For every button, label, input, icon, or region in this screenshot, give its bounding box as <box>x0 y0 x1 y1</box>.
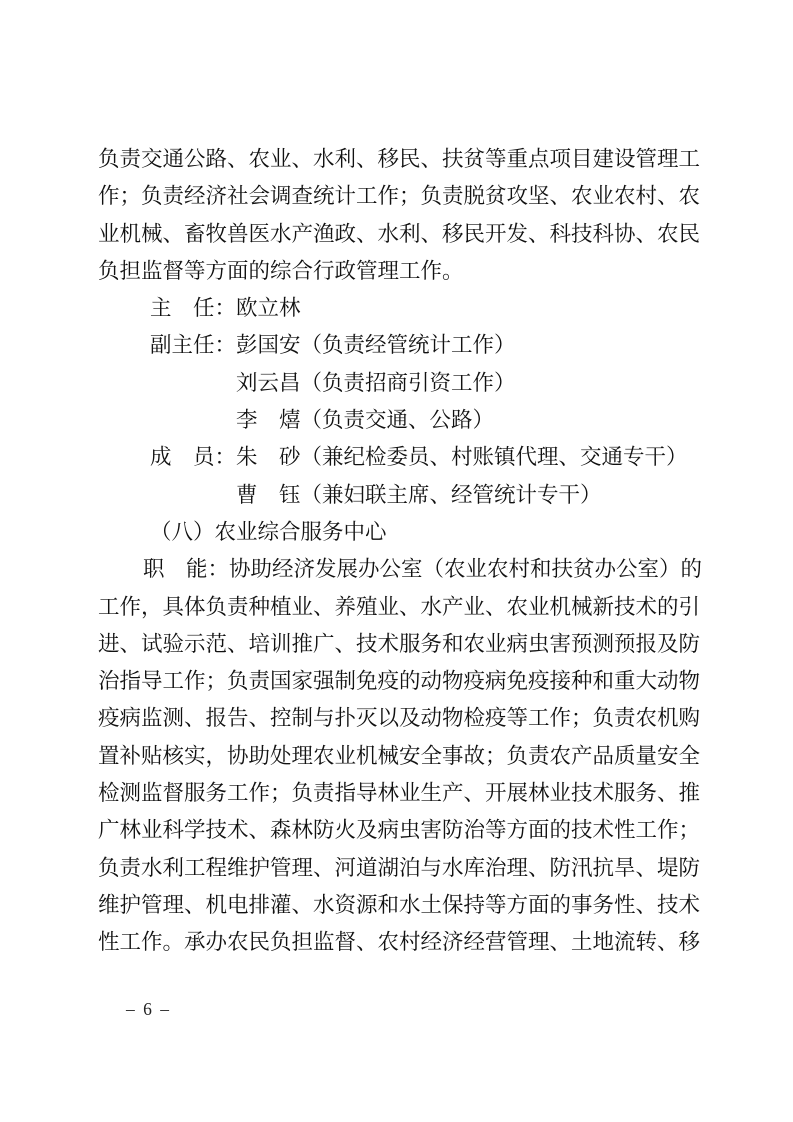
text-line: 主 任：欧立林 <box>150 296 301 321</box>
text-line: 负责交通公路、农业、水利、移民、扶贫等重点项目建设管理工 <box>98 147 701 171</box>
text-line: 作；负责经济社会调查统计工作；负责脱贫攻坚、农业农村、农 <box>98 184 701 209</box>
text-line: 副主任：彭国安（负责经管统计工作） <box>150 333 516 358</box>
text-line: 负担监督等方面的综合行政管理工作。 <box>98 258 464 283</box>
text-line: 曹 钰（兼妇联主席、经管统计专干） <box>236 482 602 507</box>
text-line: 负责水利工程维护管理、河道湖泊与水库治理、防汛抗旱、堤防 <box>98 855 701 880</box>
text-line: 李 熺（负责交通、公路） <box>236 408 495 433</box>
document-body <box>98 141 703 962</box>
text-line: 职 能：协助经济发展办公室（农业农村和扶贫办公室）的 <box>143 557 703 582</box>
text-line: 性工作。承办农民负担监督、农村经济经营管理、土地流转、移 <box>98 930 701 955</box>
text-line: 广林业科学技术、森林防火及病虫害防治等方面的技术性工作； <box>98 818 701 843</box>
text-line: 治指导工作；负责国家强制免疫的动物疫病免疫接种和重大动物 <box>98 669 701 694</box>
text-line: （八）农业综合服务中心 <box>150 519 387 544</box>
text-line: 工作，具体负责种植业、养殖业、水产业、农业机械新技术的引 <box>98 594 701 619</box>
text-line: 进、试验示范、培训推广、技术服务和农业病虫害预测预报及防 <box>98 631 701 656</box>
text-line: 疫病监测、报告、控制与扑灭以及动物检疫等工作；负责农机购 <box>98 706 701 731</box>
text-line: 置补贴核实，协助处理农业机械安全事故；负责农产品质量安全 <box>98 743 701 768</box>
text-line: 成 员：朱 砂（兼纪检委员、村账镇代理、交通专干） <box>150 445 688 470</box>
text-line: 检测监督服务工作；负责指导林业生产、开展林业技术服务、推 <box>98 781 701 806</box>
text-line: 刘云昌（负责招商引资工作） <box>236 370 516 395</box>
text-line: 维护管理、机电排灌、水资源和水土保持等方面的事务性、技术 <box>98 892 701 917</box>
text-line: 业机械、畜牧兽医水产渔政、水利、移民开发、科技科协、农民 <box>98 221 701 246</box>
page-number: – 6 – <box>126 999 171 1019</box>
